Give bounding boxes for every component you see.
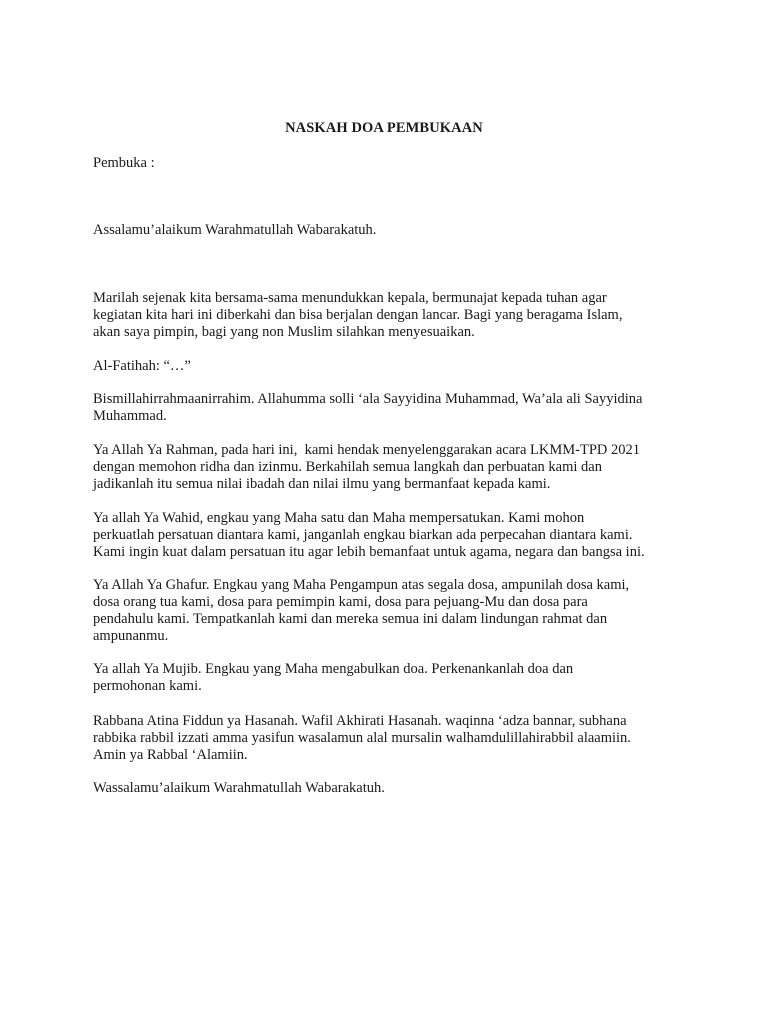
al-fatihah-line: Al-Fatihah: “…” [93,358,191,374]
prayer-al-wahid: Ya allah Ya Wahid, engkau yang Maha satu dan Maha mempersatukan. Kami mohon perkuatlah persatuan diantara kami, janganlah engkau biarkan ada perpecahan diantara kami. Kami ingin kuat dalam persatuan itu agar lebih bemanfaat untuk agama, negara dan bangsa ini. [93,510,645,560]
opening-greeting: Assalamu’alaikum Warahmatullah Wabarakatuh. [93,222,377,238]
prayer-al-ghafur: Ya Allah Ya Ghafur. Engkau yang Maha Pengampun atas segala dosa, ampunilah dosa kami, dosa orang tua kami, dosa para pemimpin kami, dosa para pejuang-Mu dan dosa para pendahulu kami. Tempatkanlah kami dan mereka semua ini dalam lindungan rahmat dan ampunanmu. [93,577,630,644]
rabbana-paragraph: Rabbana Atina Fiddun ya Hasanah. Wafil Akhirati Hasanah. waqinna ‘adza bannar, subhana rabbika rabbil izzati amma yasifun wasalamun alal mursalin walhamdulillahirabbil alaamiin. Amin ya Rabbal ‘Alamiin. [93,713,631,763]
bismillah-paragraph: Bismillahirrahmaanirrahim. Allahumma solli ‘ala Sayyidina Muhammad, Wa’ala ali Sayyidina Muhammad. [93,391,643,424]
prayer-ar-rahman: Ya Allah Ya Rahman, pada hari ini, kami hendak menyelenggarakan acara LKMM-TPD 2021 dengan memohon ridha dan izinmu. Berkahilah semua langkah dan perbuatan kami dan jadikanlah itu semua nilai ibadah dan nilai ilmu yang bermanfaat kepada kami. [93,442,640,492]
document-title: NASKAH DOA PEMBUKAAN [285,120,483,136]
prayer-al-mujib: Ya allah Ya Mujib. Engkau yang Maha mengabulkan doa. Perkenankanlah doa dan permohonan kami. [93,661,574,694]
opener-label: Pembuka : [93,155,155,171]
invitation-paragraph: Marilah sejenak kita bersama-sama menundukkan kepala, bermunajat kepada tuhan agar kegiatan kita hari ini diberkahi dan bisa berjalan dengan lancar. Bagi yang beragama Islam, akan saya pimpin, bagi yang non Muslim silahkan menyesuaikan. [93,290,623,340]
closing-greeting: Wassalamu’alaikum Warahmatullah Wabarakatuh. [93,780,385,796]
